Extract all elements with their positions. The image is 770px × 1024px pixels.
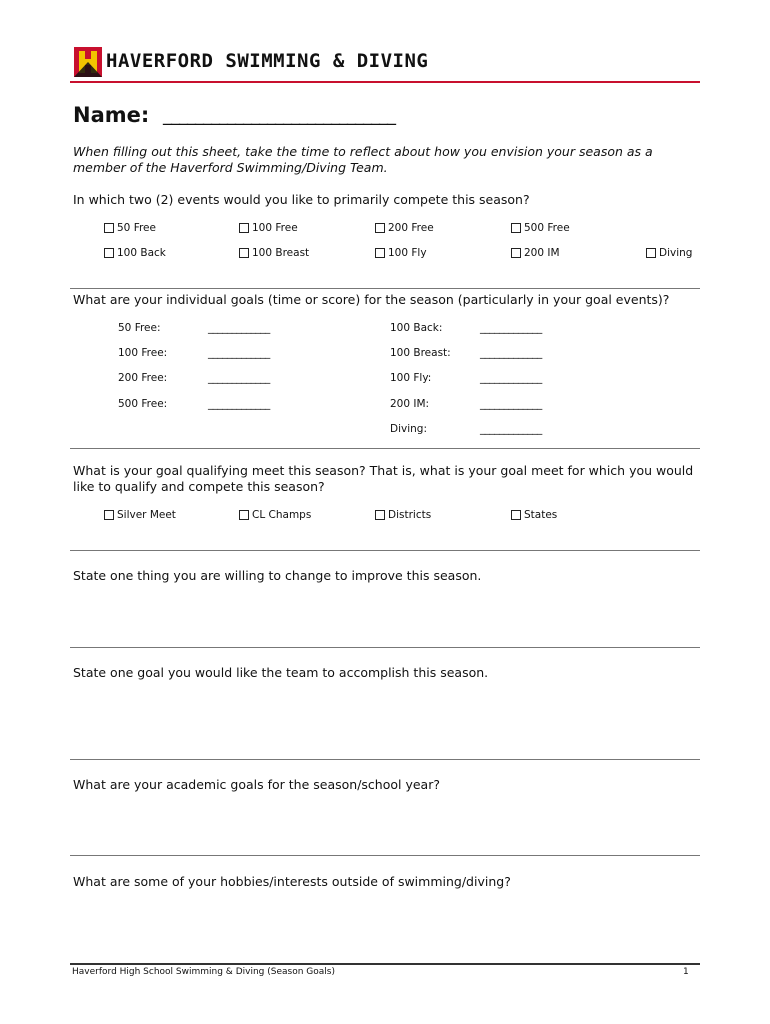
section-divider bbox=[70, 288, 700, 289]
event-option-200-free[interactable] bbox=[375, 222, 434, 234]
goal-label: Diving: bbox=[390, 423, 427, 435]
goal-label: 100 Fly: bbox=[390, 372, 432, 384]
goal-label: 200 IM: bbox=[390, 398, 430, 410]
checkbox[interactable] bbox=[511, 510, 521, 520]
event-option-100-back[interactable] bbox=[104, 247, 166, 259]
goal-label: 100 Breast: bbox=[390, 347, 451, 359]
checkbox[interactable] bbox=[646, 248, 656, 258]
meet-label: States bbox=[524, 509, 558, 521]
goal-label: 500 Free: bbox=[118, 398, 168, 410]
checkbox[interactable] bbox=[375, 223, 385, 233]
checkbox[interactable] bbox=[104, 248, 114, 258]
meet-option-states[interactable] bbox=[511, 509, 557, 521]
goal-field-100-fly[interactable]: _____________ bbox=[480, 372, 542, 384]
events-question: In which two (2) events would you like to primarily compete this season? bbox=[73, 192, 530, 207]
academic-answer-area[interactable] bbox=[70, 797, 700, 851]
change-answer-area[interactable] bbox=[70, 588, 700, 643]
event-option-500-free[interactable] bbox=[511, 222, 570, 234]
goal-label: 100 Free: bbox=[118, 347, 168, 359]
section-divider bbox=[70, 550, 700, 551]
goal-field-100-back[interactable]: _____________ bbox=[480, 322, 542, 334]
intro-text: When filling out this sheet, take the time to reflect about how you envision your season as a member of the Haverford Swimming/Diving Team. bbox=[73, 144, 653, 175]
event-label: 50 Free bbox=[117, 222, 156, 234]
hobbies-answer-area[interactable] bbox=[70, 894, 700, 959]
event-option-100-free[interactable] bbox=[239, 222, 298, 234]
goal-field-200-im[interactable]: _____________ bbox=[480, 398, 542, 410]
goal-field-100-free[interactable]: _____________ bbox=[208, 347, 270, 359]
event-label: 500 Free bbox=[524, 222, 570, 234]
section-divider bbox=[70, 448, 700, 449]
name-label: Name: bbox=[73, 103, 150, 127]
section-divider bbox=[70, 759, 700, 760]
goal-field-50-free[interactable]: _____________ bbox=[208, 322, 270, 334]
goal-label: 50 Free: bbox=[118, 322, 161, 334]
event-label: 200 IM bbox=[524, 247, 560, 259]
meet-label: Silver Meet bbox=[117, 509, 176, 521]
event-option-50-free[interactable] bbox=[104, 222, 156, 234]
checkbox[interactable] bbox=[511, 248, 521, 258]
page-number: 1 bbox=[683, 967, 689, 977]
team-goal-answer-area[interactable] bbox=[70, 685, 700, 755]
event-label: 100 Fly bbox=[388, 247, 427, 259]
team-goal-question: State one goal you would like the team to accomplish this season. bbox=[73, 665, 489, 680]
event-label: 100 Back bbox=[117, 247, 166, 259]
checkbox[interactable] bbox=[239, 223, 249, 233]
meet-question: What is your goal qualifying meet this season? That is, what is your goal meet for which you would like to qualify and compete this season? bbox=[73, 463, 694, 494]
goal-field-100-breast[interactable]: _____________ bbox=[480, 347, 542, 359]
goal-label: 100 Back: bbox=[390, 322, 443, 334]
checkbox[interactable] bbox=[375, 510, 385, 520]
section-divider bbox=[70, 855, 700, 856]
section-divider bbox=[70, 647, 700, 648]
checkbox[interactable] bbox=[511, 223, 521, 233]
event-option-diving[interactable] bbox=[646, 247, 692, 259]
haverford-logo bbox=[74, 47, 102, 77]
checkbox[interactable] bbox=[375, 248, 385, 258]
event-option-200-im[interactable] bbox=[511, 247, 560, 259]
goals-question: What are your individual goals (time or score) for the season (particularly in your goal events)? bbox=[73, 292, 670, 307]
meet-option-silver-meet[interactable] bbox=[104, 509, 176, 521]
event-label: 200 Free bbox=[388, 222, 434, 234]
academic-question: What are your academic goals for the season/school year? bbox=[73, 777, 440, 792]
meet-option-cl-champs[interactable] bbox=[239, 509, 311, 521]
goal-field-200-free[interactable]: _____________ bbox=[208, 372, 270, 384]
checkbox[interactable] bbox=[239, 510, 249, 520]
name-field[interactable]: _____________________________ bbox=[163, 105, 395, 126]
change-question: State one thing you are willing to change to improve this season. bbox=[73, 568, 482, 583]
checkbox[interactable] bbox=[239, 248, 249, 258]
goal-label: 200 Free: bbox=[118, 372, 168, 384]
event-label: 100 Breast bbox=[252, 247, 310, 259]
meet-label: Districts bbox=[388, 509, 432, 521]
footer-rule bbox=[70, 963, 700, 965]
footer-text: Haverford High School Swimming & Diving (Season Goals) bbox=[72, 967, 335, 977]
goal-field-500-free[interactable]: _____________ bbox=[208, 398, 270, 410]
header-rule bbox=[70, 81, 700, 83]
event-option-100-fly[interactable] bbox=[375, 247, 427, 259]
checkbox[interactable] bbox=[104, 510, 114, 520]
header-title: HAVERFORD SWIMMING & DIVING bbox=[106, 50, 429, 72]
meet-label: CL Champs bbox=[252, 509, 312, 521]
event-label: Diving bbox=[659, 247, 693, 259]
meet-option-districts[interactable] bbox=[375, 509, 431, 521]
hobbies-question: What are some of your hobbies/interests outside of swimming/diving? bbox=[73, 874, 511, 889]
event-label: 100 Free bbox=[252, 222, 298, 234]
event-option-100-breast[interactable] bbox=[239, 247, 309, 259]
checkbox[interactable] bbox=[104, 223, 114, 233]
goal-field-diving[interactable]: _____________ bbox=[480, 423, 542, 435]
